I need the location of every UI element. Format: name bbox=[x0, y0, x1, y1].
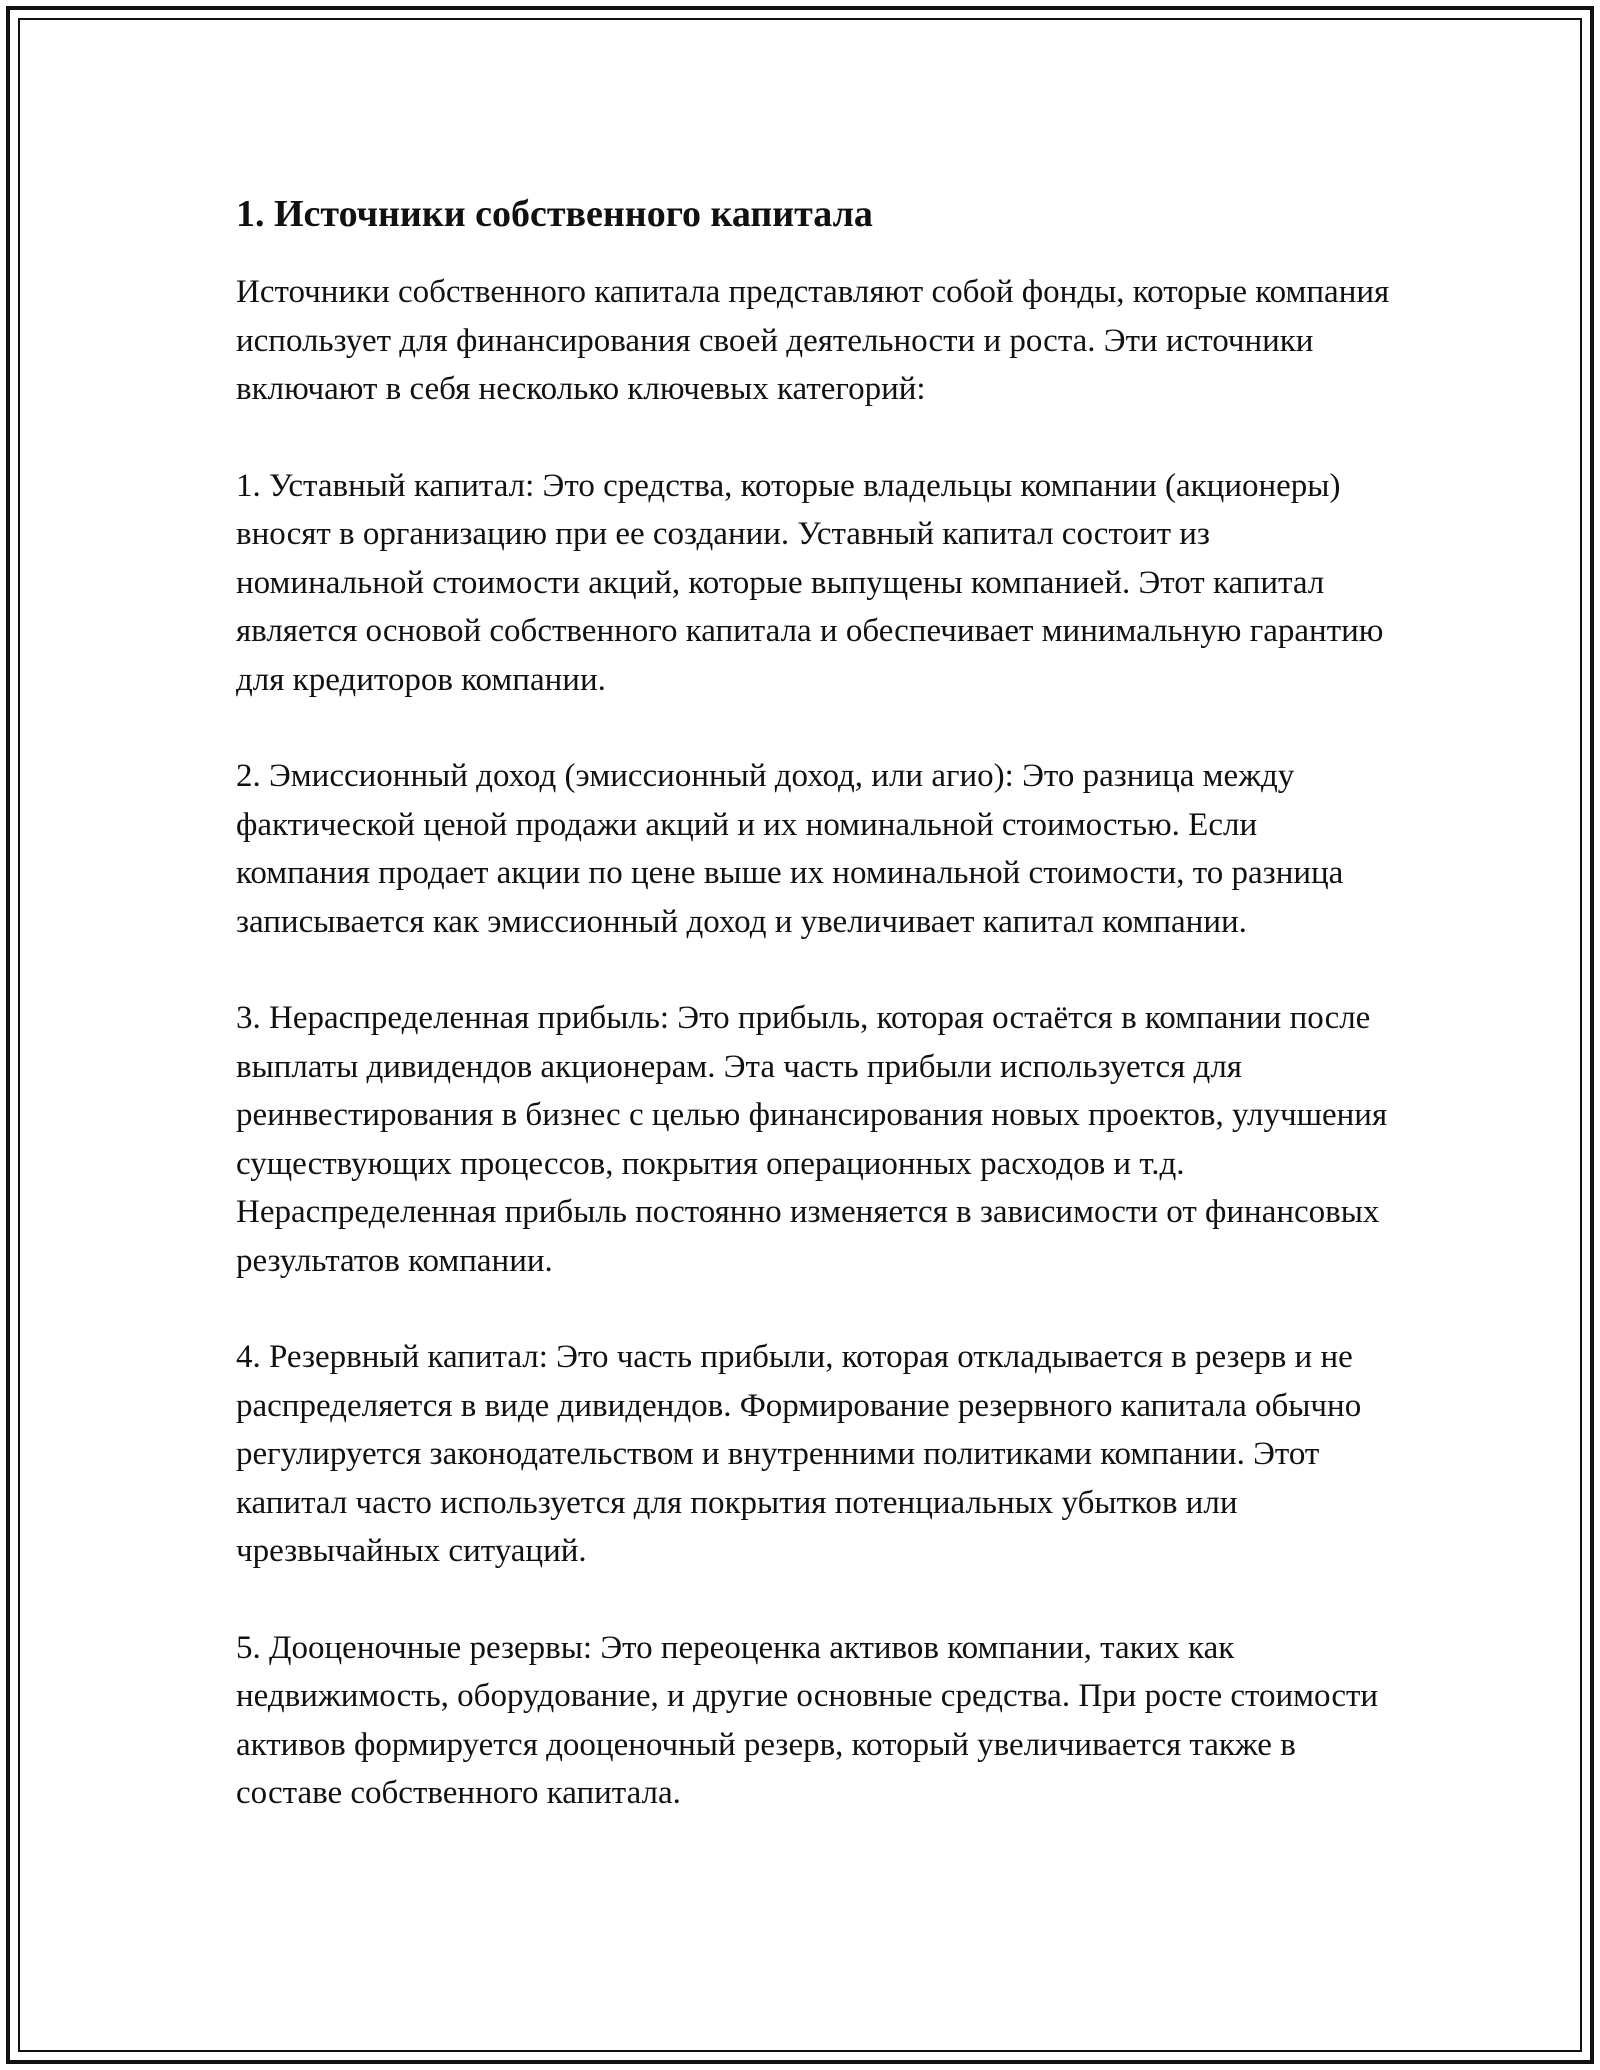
paragraph-reserve-capital: 4. Резервный капитал: Это часть прибыли, которая откладывается в резерв и не распределяется в виде дивидендов. Формирование резервного капитала обычно регулируется законодательством и внутренними политиками компании. Этот капитал часто используется для покрытия потенциальных убытков или чрезвычайных ситуаций. bbox=[236, 1339, 1362, 1569]
paragraph-retained-earnings: 3. Нераспределенная прибыль: Это прибыль, которая остаётся в компании после выплаты дивидендов акционерам. Эта часть прибыли используется для реинвестирования в бизнес с целью финансирования новых проектов, улучшения существующих процессов, покрытия операционных расходов и т.д. Нераспределенная прибыль постоянно изменяется в зависимости от финансовых результатов компании. bbox=[236, 1000, 1388, 1279]
document-body bbox=[236, 186, 1396, 1866]
paragraph-authorized-capital: 1. Уставный капитал: Это средства, которые владельцы компании (акционеры) вносят в организацию при ее создании. Уставный капитал состоит из номинальной стоимости акций, которые выпущены компанией. Этот капитал является основой собственного капитала и обеспечивает минимальную гарантию для кредиторов компании. bbox=[236, 467, 1384, 698]
paragraph-revaluation-reserves: 5. Дооценочные резервы: Это переоценка активов компании, таких как недвижимость, оборудование, и другие основные средства. При росте стоимости активов формируется дооценочный резерв, который увеличивается также в составе собственного капитала. bbox=[236, 1629, 1379, 1811]
intro-paragraph: Источники собственного капитала представляют собой фонды, которые компания использует для финансирования своей деятельности и роста. Эти источники включают в себя несколько ключевых категорий: bbox=[236, 274, 1390, 407]
paragraph-share-premium: 2. Эмиссионный доход (эмиссионный доход, или агио): Это разница между фактической ценой продажи акций и их номинальной стоимостью. Если компания продает акции по цене выше их номинальной стоимости, то разница записывается как эмиссионный доход и увеличивает капитал компании. bbox=[236, 758, 1344, 940]
section-title: 1. Источники собственного капитала bbox=[236, 193, 873, 235]
